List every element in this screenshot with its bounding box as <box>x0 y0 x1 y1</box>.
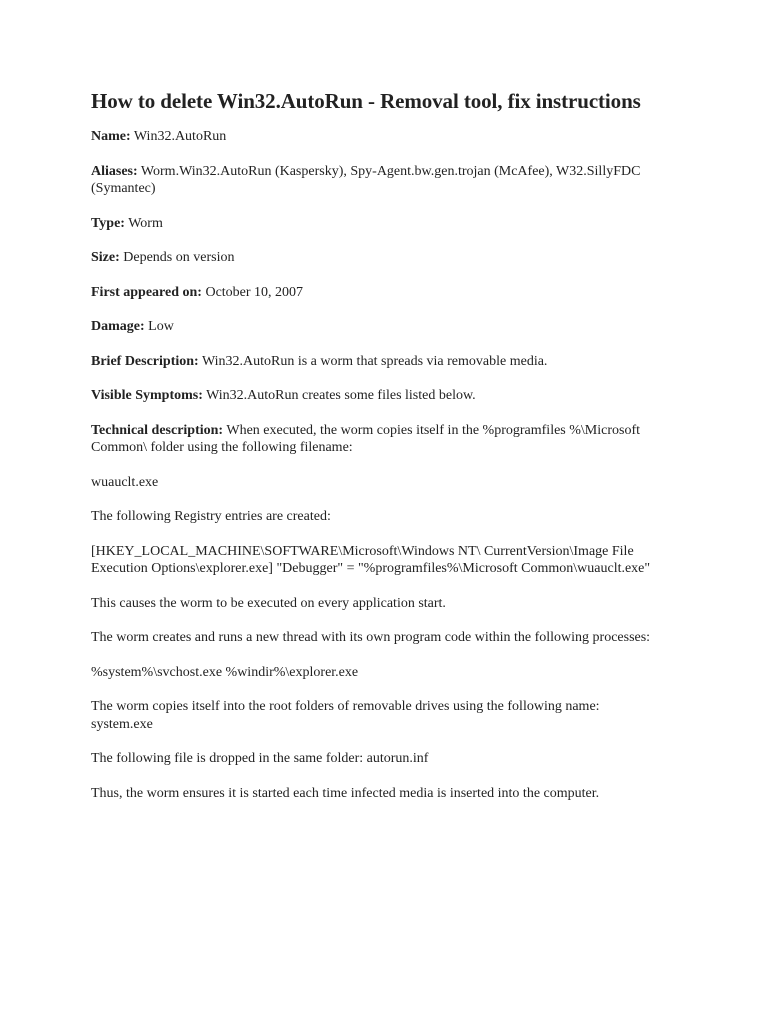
damage-label: Damage: <box>91 319 145 334</box>
name-label: Name: <box>91 129 131 144</box>
aliases-field <box>91 163 651 198</box>
technical-description-field <box>91 422 651 457</box>
type-value: Worm <box>128 215 163 231</box>
type-label: Type: <box>91 215 125 231</box>
size-field <box>91 249 651 267</box>
type-field <box>91 215 651 233</box>
first-appeared-value: October 10, 2007 <box>205 284 304 300</box>
name-value: Win32.AutoRun <box>133 129 227 144</box>
execution-note-paragraph: This causes the worm to be executed on every application start. <box>91 595 446 611</box>
page-title: How to delete Win32.AutoRun - Removal tool, fix instructions <box>91 89 641 113</box>
visible-symptoms-value: Win32.AutoRun creates some files listed below. <box>206 388 476 403</box>
size-value: Depends on version <box>123 250 235 265</box>
brief-description-field <box>91 353 651 371</box>
name-field <box>91 128 651 146</box>
brief-description-value: Win32.AutoRun is a worm that spreads via removable media. <box>201 353 548 369</box>
first-appeared-label: First appeared on: <box>91 284 202 300</box>
copy-note-paragraph: The worm copies itself into the root folders of removable drives using the following name: system.exe <box>91 699 600 732</box>
aliases-label: Aliases: <box>91 163 138 179</box>
document-page <box>91 88 651 819</box>
visible-symptoms-field <box>91 387 651 405</box>
filename-paragraph: wuauclt.exe <box>91 474 159 490</box>
visible-symptoms-label: Visible Symptoms: <box>91 388 203 403</box>
first-appeared-field <box>91 284 651 302</box>
technical-description-label: Technical description: <box>91 422 224 438</box>
damage-value: Low <box>148 319 174 334</box>
aliases-value: Worm.Win32.AutoRun (Kaspersky), Spy-Agent.bw.gen.trojan (McAfee), W32.SillyFDC (Symantec) <box>91 163 641 196</box>
registry-entry-paragraph: [HKEY_LOCAL_MACHINE\SOFTWARE\Microsoft\Windows NT\ CurrentVersion\Image File Execution Options\explorer.exe] "Debugger" = "%programfiles%\Microsoft Common\wuauclt.exe" <box>91 543 651 576</box>
brief-description-label: Brief Description: <box>91 353 199 369</box>
registry-intro-paragraph: The following Registry entries are created: <box>91 509 331 524</box>
technical-description-value: When executed, the worm copies itself in the %programfiles %\Microsoft Common\ folder using the following filename: <box>91 422 641 455</box>
processes-paragraph: %system%\svchost.exe %windir%\explorer.exe <box>91 664 359 680</box>
dropped-file-paragraph: The following file is dropped in the same folder: autorun.inf <box>91 751 429 766</box>
size-label: Size: <box>91 250 120 265</box>
thread-note-paragraph: The worm creates and runs a new thread with its own program code within the following processes: <box>91 630 651 645</box>
conclusion-paragraph: Thus, the worm ensures it is started each time infected media is inserted into the computer. <box>91 785 600 801</box>
damage-field <box>91 318 651 336</box>
